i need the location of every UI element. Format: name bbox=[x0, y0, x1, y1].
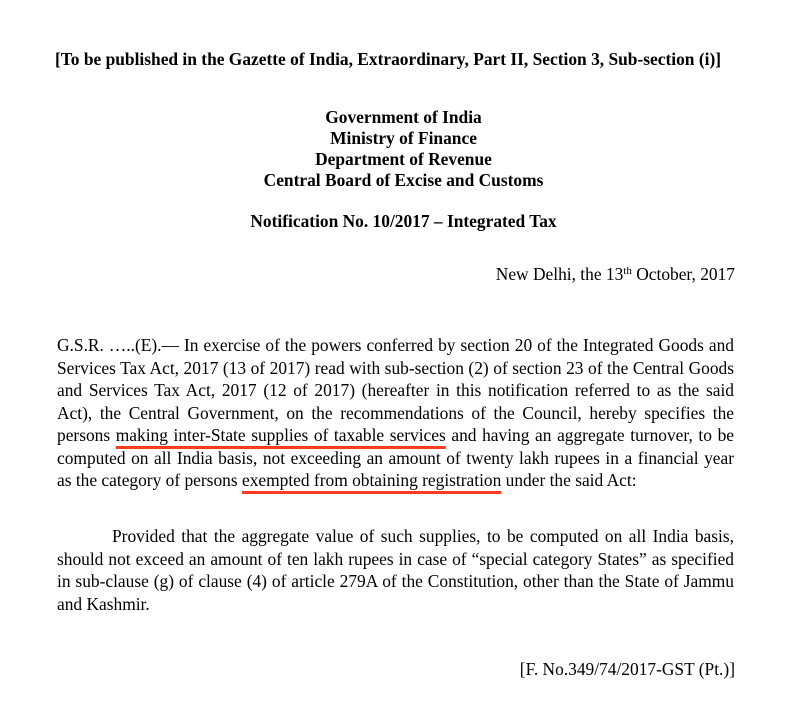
highlight-exempted-registration: exempted from obtaining registration bbox=[241, 470, 502, 490]
file-number: [F. No.349/74/2017-GST (Pt.)] bbox=[519, 659, 735, 679]
body-text-part-1: G.S.R. …..(E).— In exercise of the powers conferred by section 20 of the Integrated Goods and Services Tax Act, 2017 (13 of 2017) read with sub-section (2) of section 23 of the Central Goods and Services Tax Act, 2017 (12 of 2017) (hereafter in this notification referred to as the said Act), the Central Government, on the recommendations of the Council, hereby specifies the persons bbox=[57, 335, 734, 445]
body-text-part-3: under the said Act: bbox=[501, 470, 637, 490]
highlight-inter-state-supplies: making inter-State supplies of taxable services bbox=[115, 425, 446, 445]
authority-ministry: Ministry of Finance bbox=[330, 128, 477, 148]
authority-board: Central Board of Excise and Customs bbox=[263, 170, 544, 190]
proviso-paragraph: Provided that the aggregate value of such supplies, to be computed on all India basis, should not exceed an amount of ten lakh rupees in case of “special category States” as specified in sub-clause (g) of clause (4) of article 279A of the Constitution, other than the State of Jammu and Kashmir. bbox=[57, 526, 734, 614]
authority-government: Government of India bbox=[325, 107, 482, 127]
issuing-authority-block bbox=[0, 107, 807, 191]
dateline bbox=[496, 263, 735, 285]
authority-department: Department of Revenue bbox=[315, 149, 492, 169]
dateline-prefix: New Delhi, the 13 bbox=[495, 264, 624, 284]
body-text-part-2: and having an aggregate turnover, to be computed on all India basis, not exceeding an amount of twenty lakh rupees in a financial year as the category of persons bbox=[57, 425, 734, 490]
gazette-publication-note: [To be published in the Gazette of India, Extraordinary, Part II, Section 3, Sub-section (i)] bbox=[55, 49, 722, 69]
notification-body-paragraph bbox=[57, 334, 734, 492]
dateline-suffix: October, 2017 bbox=[631, 264, 735, 284]
dateline-ordinal: th bbox=[623, 265, 632, 277]
notification-title: Notification No. 10/2017 – Integrated Tax bbox=[250, 211, 557, 231]
